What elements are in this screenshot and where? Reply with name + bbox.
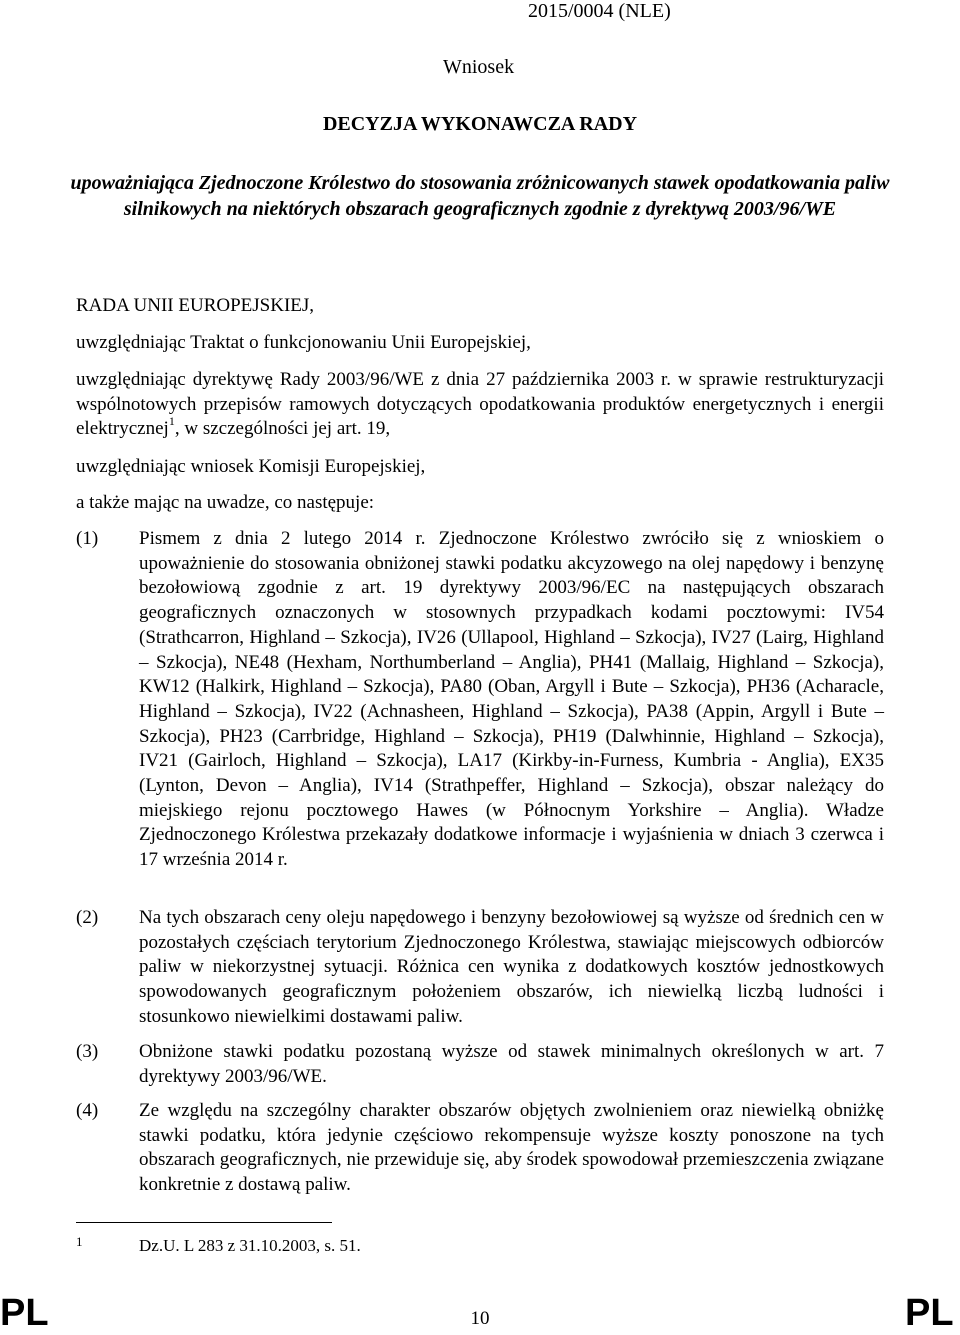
document-reference: 2015/0004 (NLE)	[528, 0, 671, 22]
preamble-directive-text: uwzględniając dyrektywę Rady 2003/96/WE z dnia 27 października 2003 r. w sprawie restrukturyzacji wspólnotowych przepisów ramowych dotyczących opodatkowania produktów energetycznych i energii elektrycznej	[76, 369, 884, 440]
document-title: DECYZJA WYKONAWCZA RADY	[322, 113, 638, 135]
footnote-text: Dz.U. L 283 z 31.10.2003, s. 51.	[139, 1236, 361, 1255]
language-code-right: PL	[905, 1292, 954, 1334]
recital-number: (4)	[76, 1100, 99, 1121]
preamble-whereas: a także mając na uwadze, co następuje:	[76, 492, 375, 513]
language-code-left: PL	[0, 1292, 49, 1334]
footnote-mark: 1	[76, 1234, 83, 1249]
recital-text: Pismem z dnia 2 lutego 2014 r. Zjednoczone Królestwo zwróciło się z wnioskiem o upoważnienie do stosowania obniżonej stawki podatku akcyzowego na olej napędowy i benzynę bezołowiową zgodnie z art. 19 dyrektywy 2003/96/EC na następujących obszarach geograficznych oznaczonych w stosownych przypadkach kodami pocztowymi: IV54 (Strathcarron, Highland – Szkocja), IV26 (Ullapool, Highland – Szkocja), IV27 (Lairg, Highland – Szkocja), NE48 (Hexham, Northumberland – Anglia), PH41 (Mallaig, Highland – Szkocja), KW12 (Halkirk, Highland – Szkocja), PA80 (Oban, Argyll i Bute – Szkocja), PH36 (Acharacle, Highland – Szkocja), IV22 (Achnasheen, Highland – Szkocja), PA38 (Appin, Argyll i Bute – Szkocja), PH23 (Carrbridge, Highland – Szkocja), PH19 (Dalwhinnie, Highland – Szkocja), IV21 (Gairloch, Highland – Szkocja), LA17 (Kirkby-in-Furness, Kumbria - Anglia), EX35 (Lynton, Devon – Anglia), IV14 (Strathpeffer, Highland – Szkocja), obszar należący do miejskiego rejonu pocztowego Hawes (w Północnym Yorkshire – Anglia). Władze Zjednoczonego Królestwa przekazały dodatkowe informacje i wyjaśnienia w dniach 3 czerwca i 17 września 2014 r.	[139, 528, 884, 871]
recital-4	[76, 1099, 884, 1198]
recital-number: (3)	[76, 1041, 99, 1062]
recital-1	[76, 527, 884, 873]
preamble-commission: uwzględniając wniosek Komisji Europejskiej,	[76, 456, 426, 477]
document-subtitle: upoważniająca Zjednoczone Królestwo do stosowania zróżnicowanych stawek opodatkowania paliw silnikowych na niektórych obszarach geograficznych zgodnie z dyrektywą 2003/96/WE	[70, 172, 890, 220]
recital-number: (1)	[76, 528, 99, 549]
footnote-reference[interactable]: 1	[168, 414, 175, 429]
recital-text: Na tych obszarach ceny oleju napędowego i benzyny bezołowiowej są wyższe od średnich cen w pozostałych częściach terytorium Zjednoczonego Królestwa, stawiając miejscowych odbiorców paliw w niekorzystnej sytuacji. Różnica cen wynika z dodatkowych kosztów jednostkowych spowodowanych geograficznym położeniem obszarów, ich niewielką liczbą ludności i stosunkowo niewielkimi dostawami paliw.	[139, 907, 884, 1027]
page-number: 10	[470, 1308, 490, 1329]
preamble-directive	[76, 368, 884, 442]
footnote-separator	[76, 1222, 332, 1223]
recital-3	[76, 1040, 884, 1089]
preamble-directive-text-end: , w szczególności jej art. 19,	[174, 418, 391, 440]
recital-text: Obniżone stawki podatku pozostaną wyższe od stawek minimalnych określonych w art. 7 dyrektywy 2003/96/WE.	[139, 1041, 884, 1087]
recital-2	[76, 906, 884, 1030]
document-type: Wniosek	[443, 56, 515, 78]
preamble-council: RADA UNII EUROPEJSKIEJ,	[76, 295, 315, 316]
recital-number: (2)	[76, 907, 99, 928]
recital-text: Ze względu na szczególny charakter obszarów objętych zwolnieniem oraz niewielką obniżkę stawki podatku, która jedynie częściowo rekompensuje wyższe koszty ponoszone na tych obszarach geograficznych, nie przewiduje się, aby środek spowodował przemieszczenia związane konkretnie z dostawą paliw.	[139, 1100, 884, 1196]
preamble-treaty: uwzględniając Traktat o funkcjonowaniu Unii Europejskiej,	[76, 332, 531, 353]
